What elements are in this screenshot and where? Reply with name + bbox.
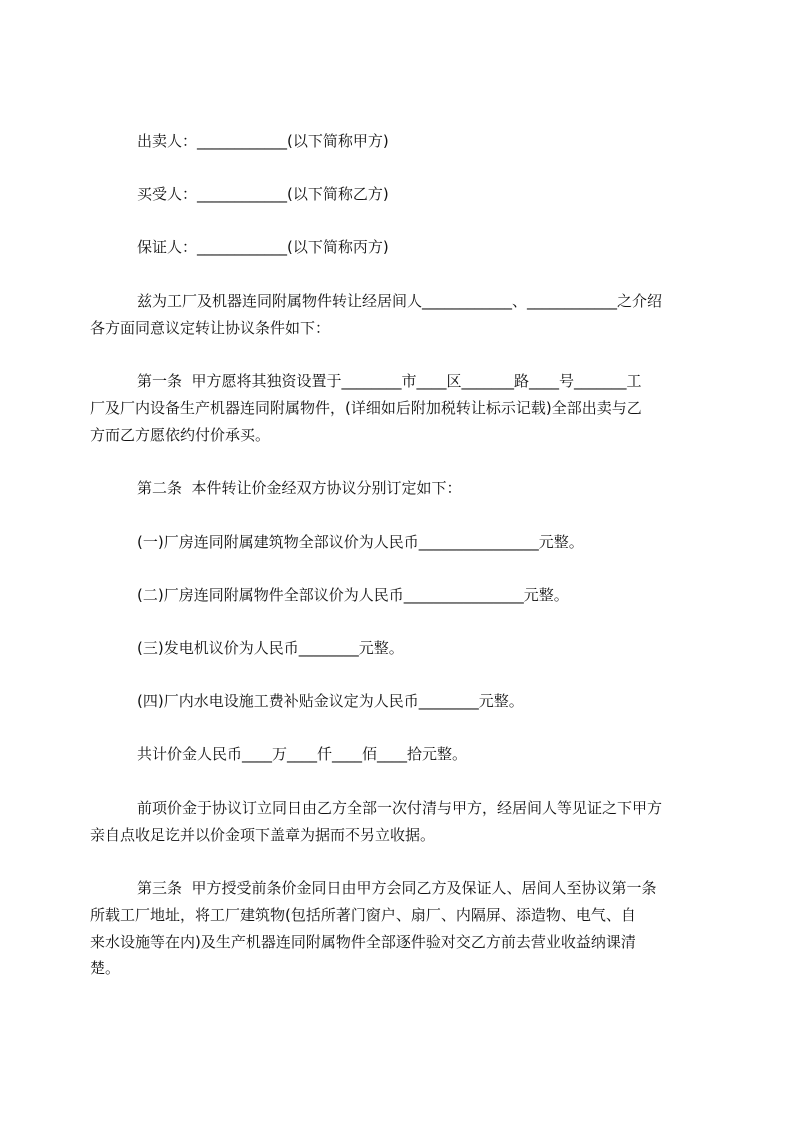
article-3-line-4: 楚。 xyxy=(90,959,121,977)
price-item-1: (一)厂房连同附属建筑物全部议价为人民币________________元整。 xyxy=(137,533,584,551)
price-item-3: (三)发电机议价为人民币________元整。 xyxy=(137,639,404,657)
payment-paragraph-line-1: 前项价金于协议订立同日由乙方全部一次付清与甲方，经居间人等见证之下甲方 xyxy=(137,799,663,817)
article-1-line-2: 厂及厂内设备生产机器连同附属物件，(详细如后附加税转让标示记载)全部出卖与乙 xyxy=(90,399,642,417)
price-total: 共计价金人民币____万____仟____佰____拾元整。 xyxy=(137,745,468,763)
buyer-line: 买受人：____________(以下简称乙方) xyxy=(137,185,389,203)
payment-paragraph-line-2: 亲自点收足讫并以价金项下盖章为据而不另立收据。 xyxy=(90,826,436,844)
intro-paragraph-line-1: 兹为工厂及机器连同附属物件转让经居间人____________、____________之介绍 xyxy=(137,292,663,310)
guarantor-line: 保证人：____________(以下简称丙方) xyxy=(137,238,389,256)
article-1-line-1: 第一条 甲方愿将其独资设置于________市____区_______路____号_______工 xyxy=(137,372,642,390)
price-item-2: (二)厂房连同附属物件全部议价为人民币________________元整。 xyxy=(137,586,569,604)
article-3-line-2: 所载工厂地址，将工厂建筑物(包括所著门窗户、扇厂、内隔屏、添造物、电气、自 xyxy=(90,906,636,924)
seller-line: 出卖人：____________(以下简称甲方) xyxy=(137,132,389,150)
article-3-line-3: 来水设施等在内)及生产机器连同附属物件全部逐件验对交乙方前去营业收益纳课清 xyxy=(90,933,636,951)
article-3-line-1: 第三条 甲方授受前条价金同日由甲方会同乙方及保证人、居间人至协议第一条 xyxy=(137,879,657,897)
article-1-line-3: 方而乙方愿依约付价承买。 xyxy=(90,426,271,444)
price-item-4: (四)厂内水电设施工费补贴金议定为人民币________元整。 xyxy=(137,692,524,710)
article-2-heading: 第二条 本件转让价金经双方协议分别订定如下： xyxy=(137,479,462,497)
intro-paragraph-line-2: 各方面同意议定转让协议条件如下： xyxy=(90,319,331,337)
